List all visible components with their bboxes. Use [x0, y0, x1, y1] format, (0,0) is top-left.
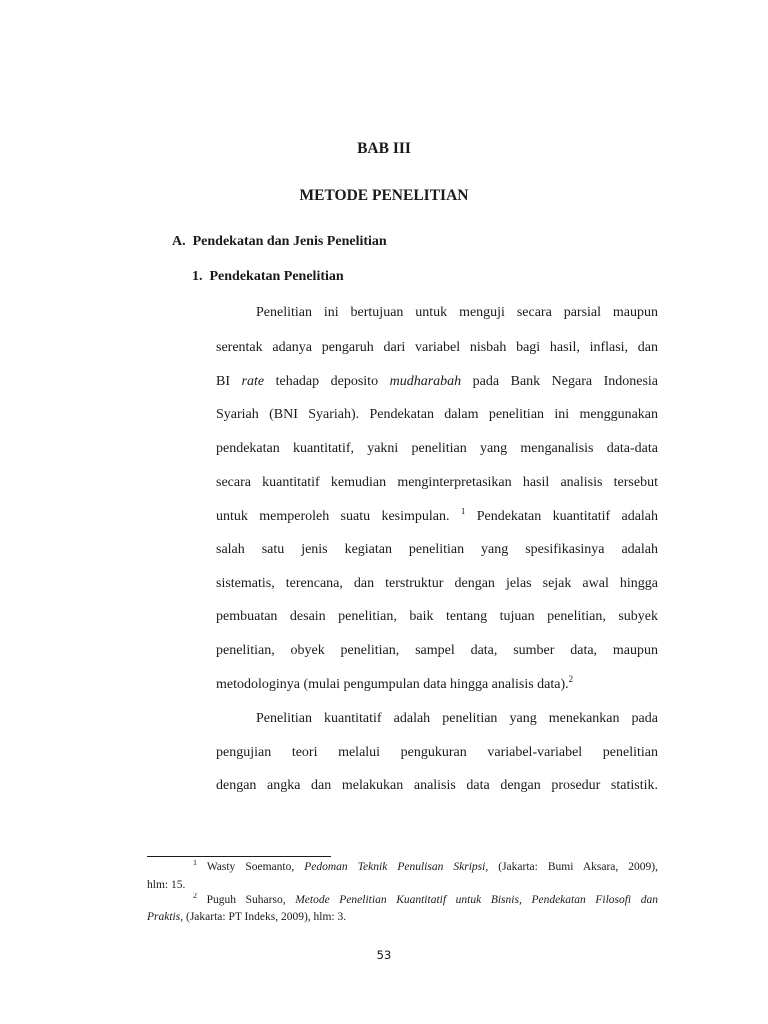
- paragraph-line: salah satu jenis kegiatan penelitian yang spesifikasinya adalah: [216, 542, 658, 557]
- footnote-2-continuation: [147, 910, 658, 924]
- paragraph-line: sistematis, terencana, dan terstruktur dengan jelas sejak awal hingga: [216, 576, 658, 591]
- footnote-author: Wasty Soemanto,: [206, 861, 295, 873]
- section-heading: A. Pendekatan dan Jenis Penelitian: [172, 234, 387, 249]
- chapter-number: BAB III: [357, 140, 411, 157]
- text: metodologinya (mulai pengumpulan data hingga analisis data).: [216, 677, 569, 692]
- footnote-ref: 1: [460, 508, 466, 516]
- paragraph-line: Penelitian kuantitatif adalah penelitian yang menekankan pada: [256, 711, 658, 726]
- chapter-title: METODE PENELITIAN: [299, 187, 469, 204]
- footnote-title: Praktis,: [147, 911, 184, 923]
- paragraph-line: Syariah (BNI Syariah). Pendekatan dalam penelitian ini menggunakan: [216, 407, 658, 422]
- text: pada Bank Negara Indonesia: [472, 374, 658, 389]
- paragraph-line: pendekatan kuantitatif, yakni penelitian yang menganalisis data-data: [216, 441, 658, 456]
- footnote-mark: 1: [193, 860, 197, 867]
- text: Pendekatan kuantitatif adalah: [476, 509, 658, 524]
- footnote-title: Metode Penelitian Kuantitatif untuk Bisnis, Pendekatan Filosofi dan: [295, 894, 658, 906]
- italic-term: rate: [241, 374, 265, 389]
- footnote-separator: [147, 856, 331, 857]
- footnote-ref: 2: [568, 674, 574, 684]
- text: tehadap deposito: [275, 374, 379, 389]
- footnote-publisher: , (Jakarta: Bumi Aksara, 2009),: [485, 861, 658, 873]
- paragraph-line: secara kuantitatif kemudian menginterpretasikan hasil analisis tersebut: [216, 475, 658, 490]
- paragraph-line: [216, 508, 658, 526]
- text: untuk memperoleh suatu kesimpulan.: [216, 509, 450, 524]
- footnote-1: [147, 860, 658, 874]
- footnote-title: Pedoman Teknik Penulisan Skripsi: [304, 861, 486, 873]
- italic-term: mudharabah: [389, 374, 462, 389]
- paragraph-line: [216, 373, 658, 391]
- paragraph-line: dengan angka dan melakukan analisis data dengan prosedur statistik.: [216, 778, 658, 793]
- footnote-mark: 2: [193, 893, 197, 900]
- paragraph-line: penelitian, obyek penelitian, sampel data, sumber data, maupun: [216, 643, 658, 658]
- page-number: 53: [376, 948, 392, 962]
- footnote-publisher: (Jakarta: PT Indeks, 2009), hlm: 3.: [185, 911, 347, 923]
- footnote-2: [147, 893, 658, 907]
- paragraph-line: pengujian teori melalui pengukuran variabel-variabel penelitian: [216, 745, 658, 760]
- paragraph-line: pembuatan desain penelitian, baik tentang tujuan penelitian, subyek: [216, 609, 658, 624]
- paragraph-line: Penelitian ini bertujuan untuk menguji secara parsial maupun: [256, 305, 658, 320]
- paragraph-line: serentak adanya pengaruh dari variabel nisbah bagi hasil, inflasi, dan: [216, 340, 658, 355]
- subsection-heading: 1. Pendekatan Penelitian: [192, 269, 344, 284]
- paragraph-line: [216, 676, 658, 694]
- footnote-1-continuation: hlm: 15.: [147, 879, 186, 891]
- text: BI: [216, 374, 230, 389]
- footnote-author: Puguh Suharso,: [206, 894, 286, 906]
